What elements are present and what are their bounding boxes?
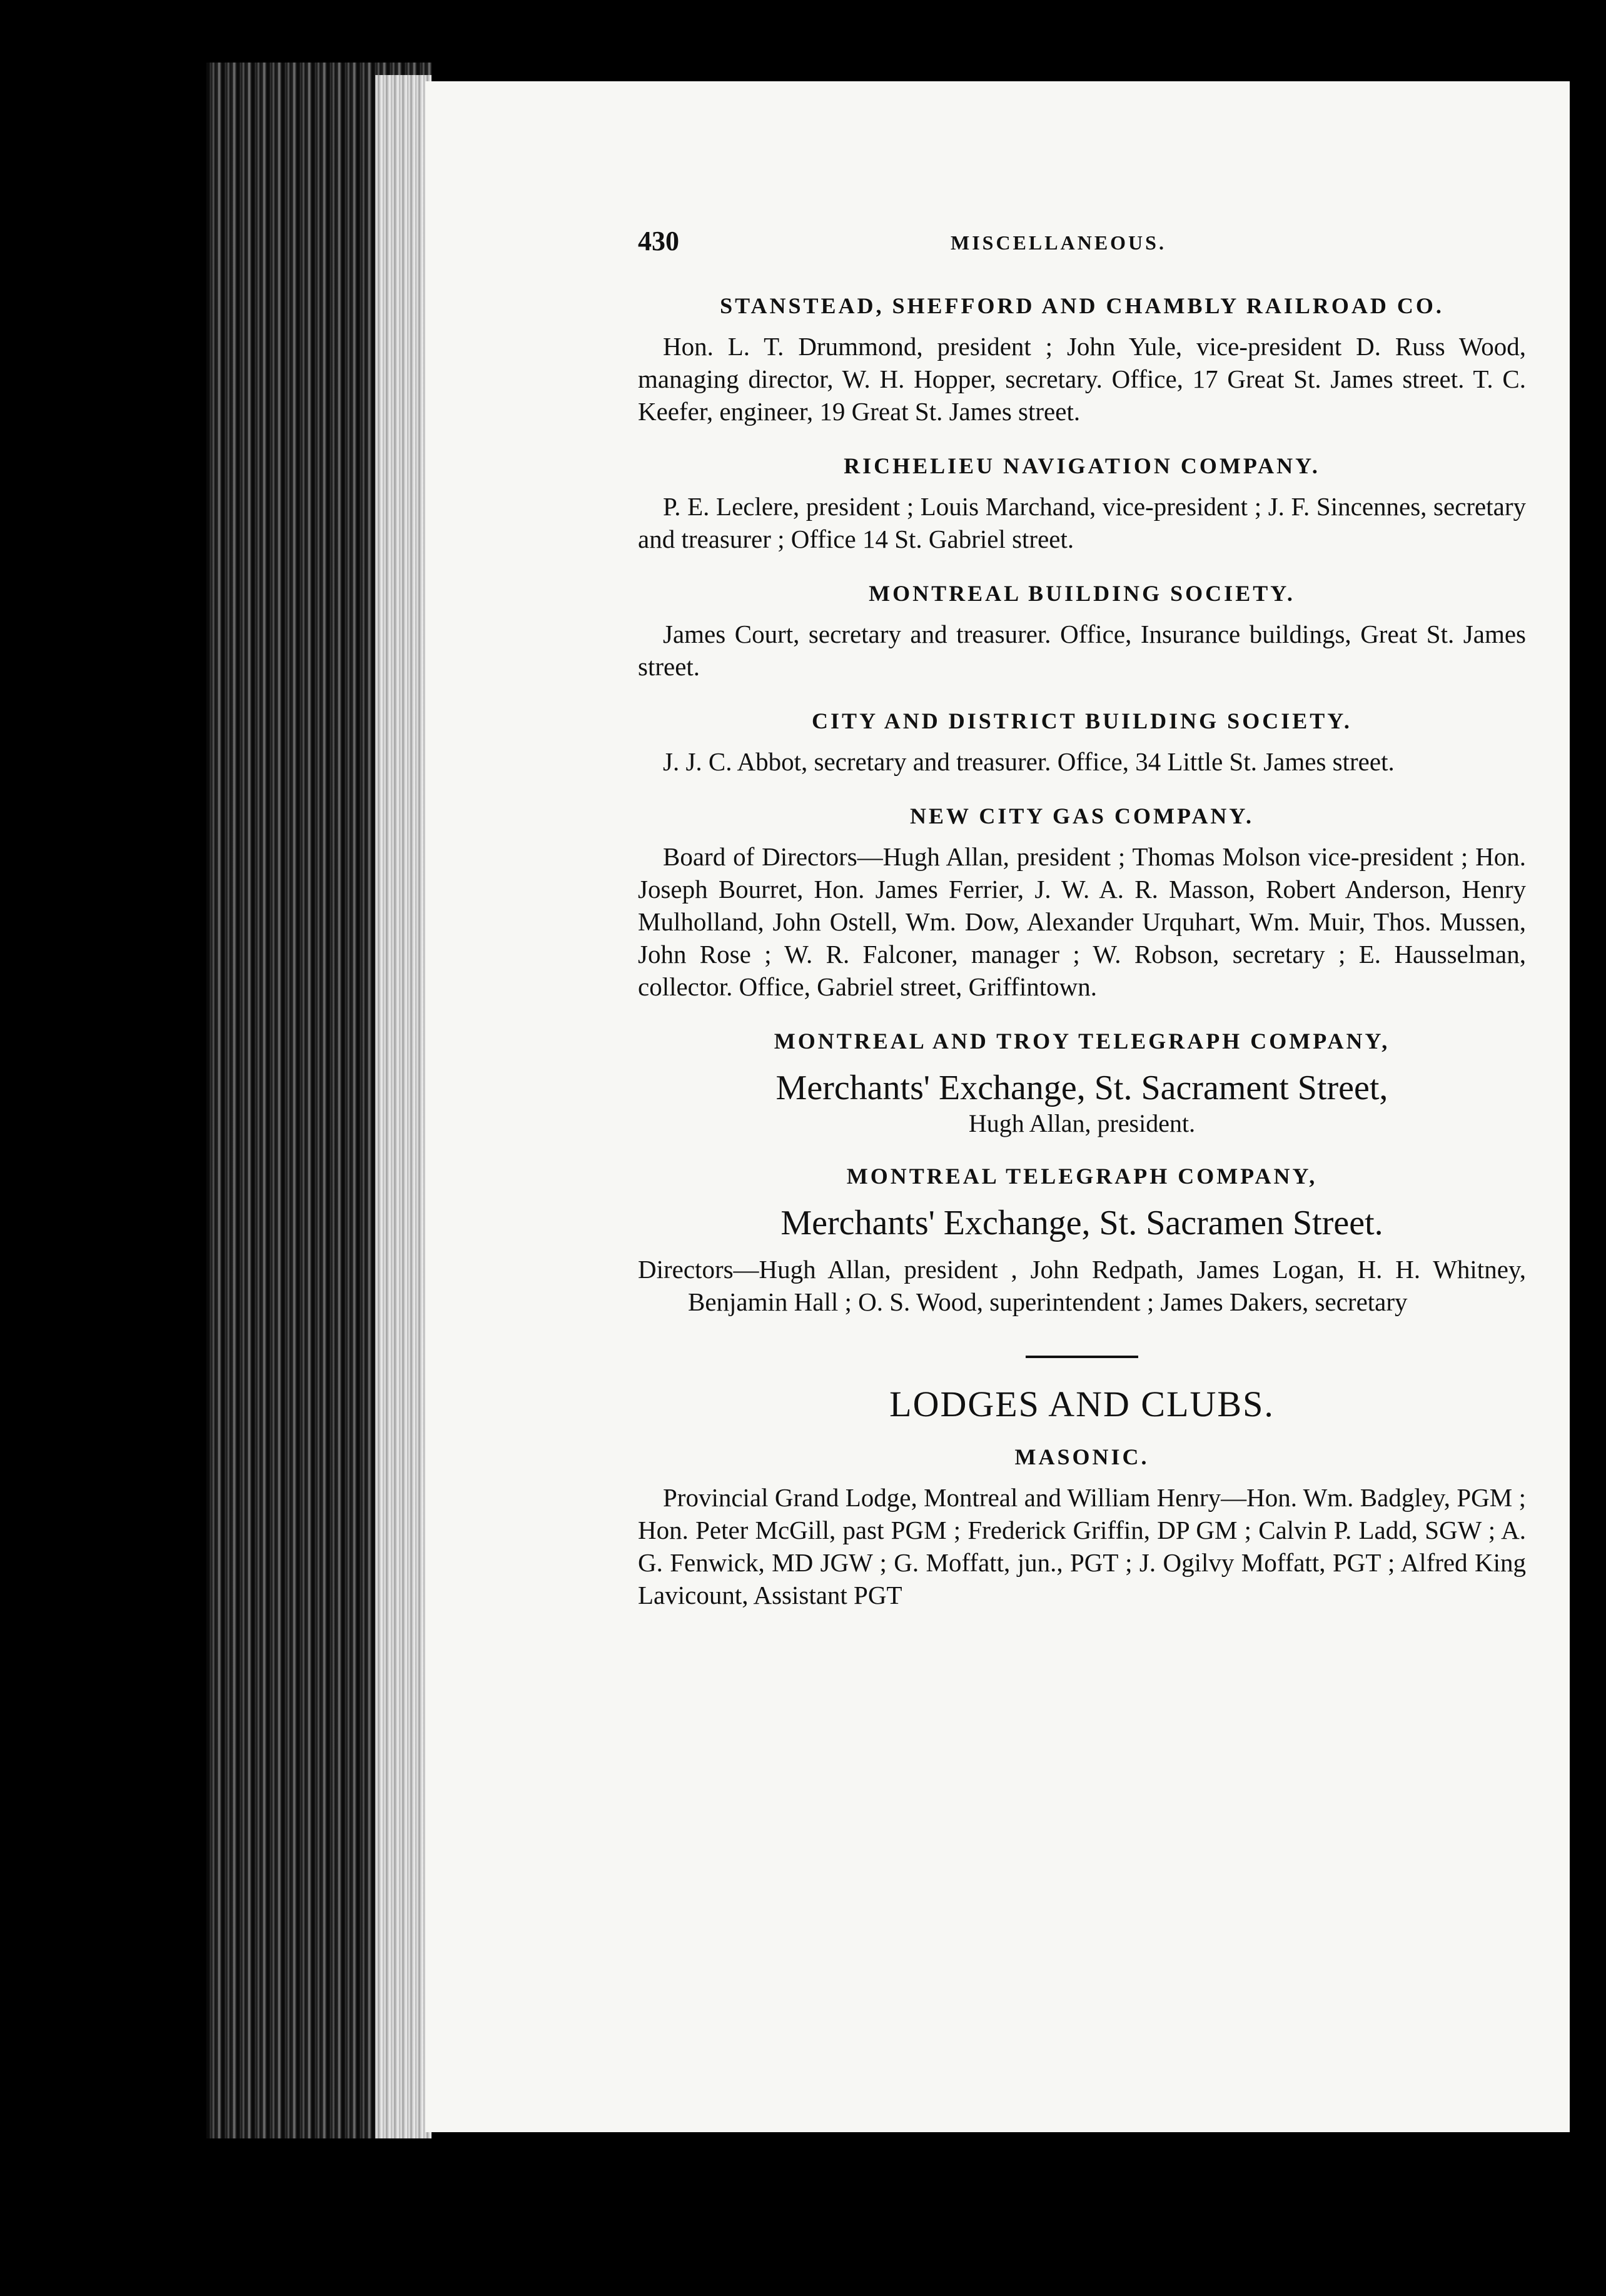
telegraph-montreal-directors: Directors—Hugh Allan, president , John Redpath, James Logan, H. H. Whitney, Benjamin Hall ; O. S. Wood, superintendent ; James Dakers, secretary bbox=[638, 1255, 1526, 1316]
telegraph-troy-heading: MONTREAL AND TROY TELEGRAPH COMPANY, bbox=[774, 1029, 1390, 1054]
section-rule bbox=[1026, 1356, 1138, 1358]
entry-heading-new-city-gas: NEW CITY GAS COMPANY. bbox=[909, 803, 1255, 828]
page-content bbox=[638, 225, 1526, 1611]
running-head bbox=[638, 225, 1526, 263]
masonic-heading: MASONIC. bbox=[1014, 1444, 1149, 1469]
entry-text-city-district: J. J. C. Abbot, secretary and treasurer. Office, 34 Little St. James street. bbox=[663, 747, 1395, 776]
telegraph-troy-president: Hugh Allan, president. bbox=[968, 1109, 1196, 1137]
entry-heading-stanstead: STANSTEAD, SHEFFORD AND CHAMBLY RAILROAD CO. bbox=[720, 293, 1444, 318]
entry-text-stanstead: Hon. L. T. Drummond, president ; John Yule, vice-president D. Russ Wood, managing director, W. H. Hopper, secretary. Office, 17 Great St. James street. T. C. Keefer, engineer, 19 Great St. James street. bbox=[638, 332, 1526, 426]
page-number: 430 bbox=[638, 226, 679, 256]
telegraph-troy-address: Merchants' Exchange, St. Sacrament Street, bbox=[775, 1069, 1388, 1107]
telegraph-montreal-heading: MONTREAL TELEGRAPH COMPANY, bbox=[846, 1164, 1318, 1189]
entry-text-montreal-building: James Court, secretary and treasurer. Office, Insurance buildings, Great St. James street. bbox=[638, 620, 1526, 681]
entry-text-new-city-gas: Board of Directors—Hugh Allan, president ; Thomas Molson vice-president ; Hon. Joseph Bourret, Hon. James Ferrier, J. W. A. R. Masson, Robert Anderson, Henry Mulholland, John Ostell, Wm. Dow, Alexander Urquhart, Wm. Muir, Thos. Mussen, John Rose ; W. R. Falconer, manager ; W. Robson, secretary ; E. Hausselman, collector. Office, Gabriel street, Griffintown. bbox=[638, 842, 1526, 1001]
entry-text-richelieu: P. E. Leclere, president ; Louis Marchand, vice-president ; J. F. Sincennes, secretary and treasurer ; Office 14 St. Gabriel street. bbox=[638, 492, 1526, 553]
book-page-edges-light bbox=[375, 75, 432, 2138]
masonic-text: Provincial Grand Lodge, Montreal and William Henry—Hon. Wm. Badgley, PGM ; Hon. Peter McGill, past PGM ; Frederick Griffin, DP GM ; Calvin P. Ladd, SGW ; A. G. Fenwick, MD JGW ; G. Moffatt, jun., PGT ; J. Ogilvy Moffatt, PGT ; Alfred King Lavicount, Assistant PGT bbox=[638, 1483, 1526, 1609]
entry-heading-city-district: CITY AND DISTRICT BUILDING SOCIETY. bbox=[812, 708, 1352, 733]
entry-heading-montreal-building: MONTREAL BUILDING SOCIETY. bbox=[869, 581, 1295, 606]
entry-heading-richelieu: RICHELIEU NAVIGATION COMPANY. bbox=[844, 453, 1320, 478]
telegraph-montreal-address: Merchants' Exchange, St. Sacramen Street. bbox=[780, 1204, 1383, 1242]
lodges-title: LODGES AND CLUBS. bbox=[889, 1384, 1275, 1424]
running-title: MISCELLANEOUS. bbox=[951, 231, 1166, 254]
